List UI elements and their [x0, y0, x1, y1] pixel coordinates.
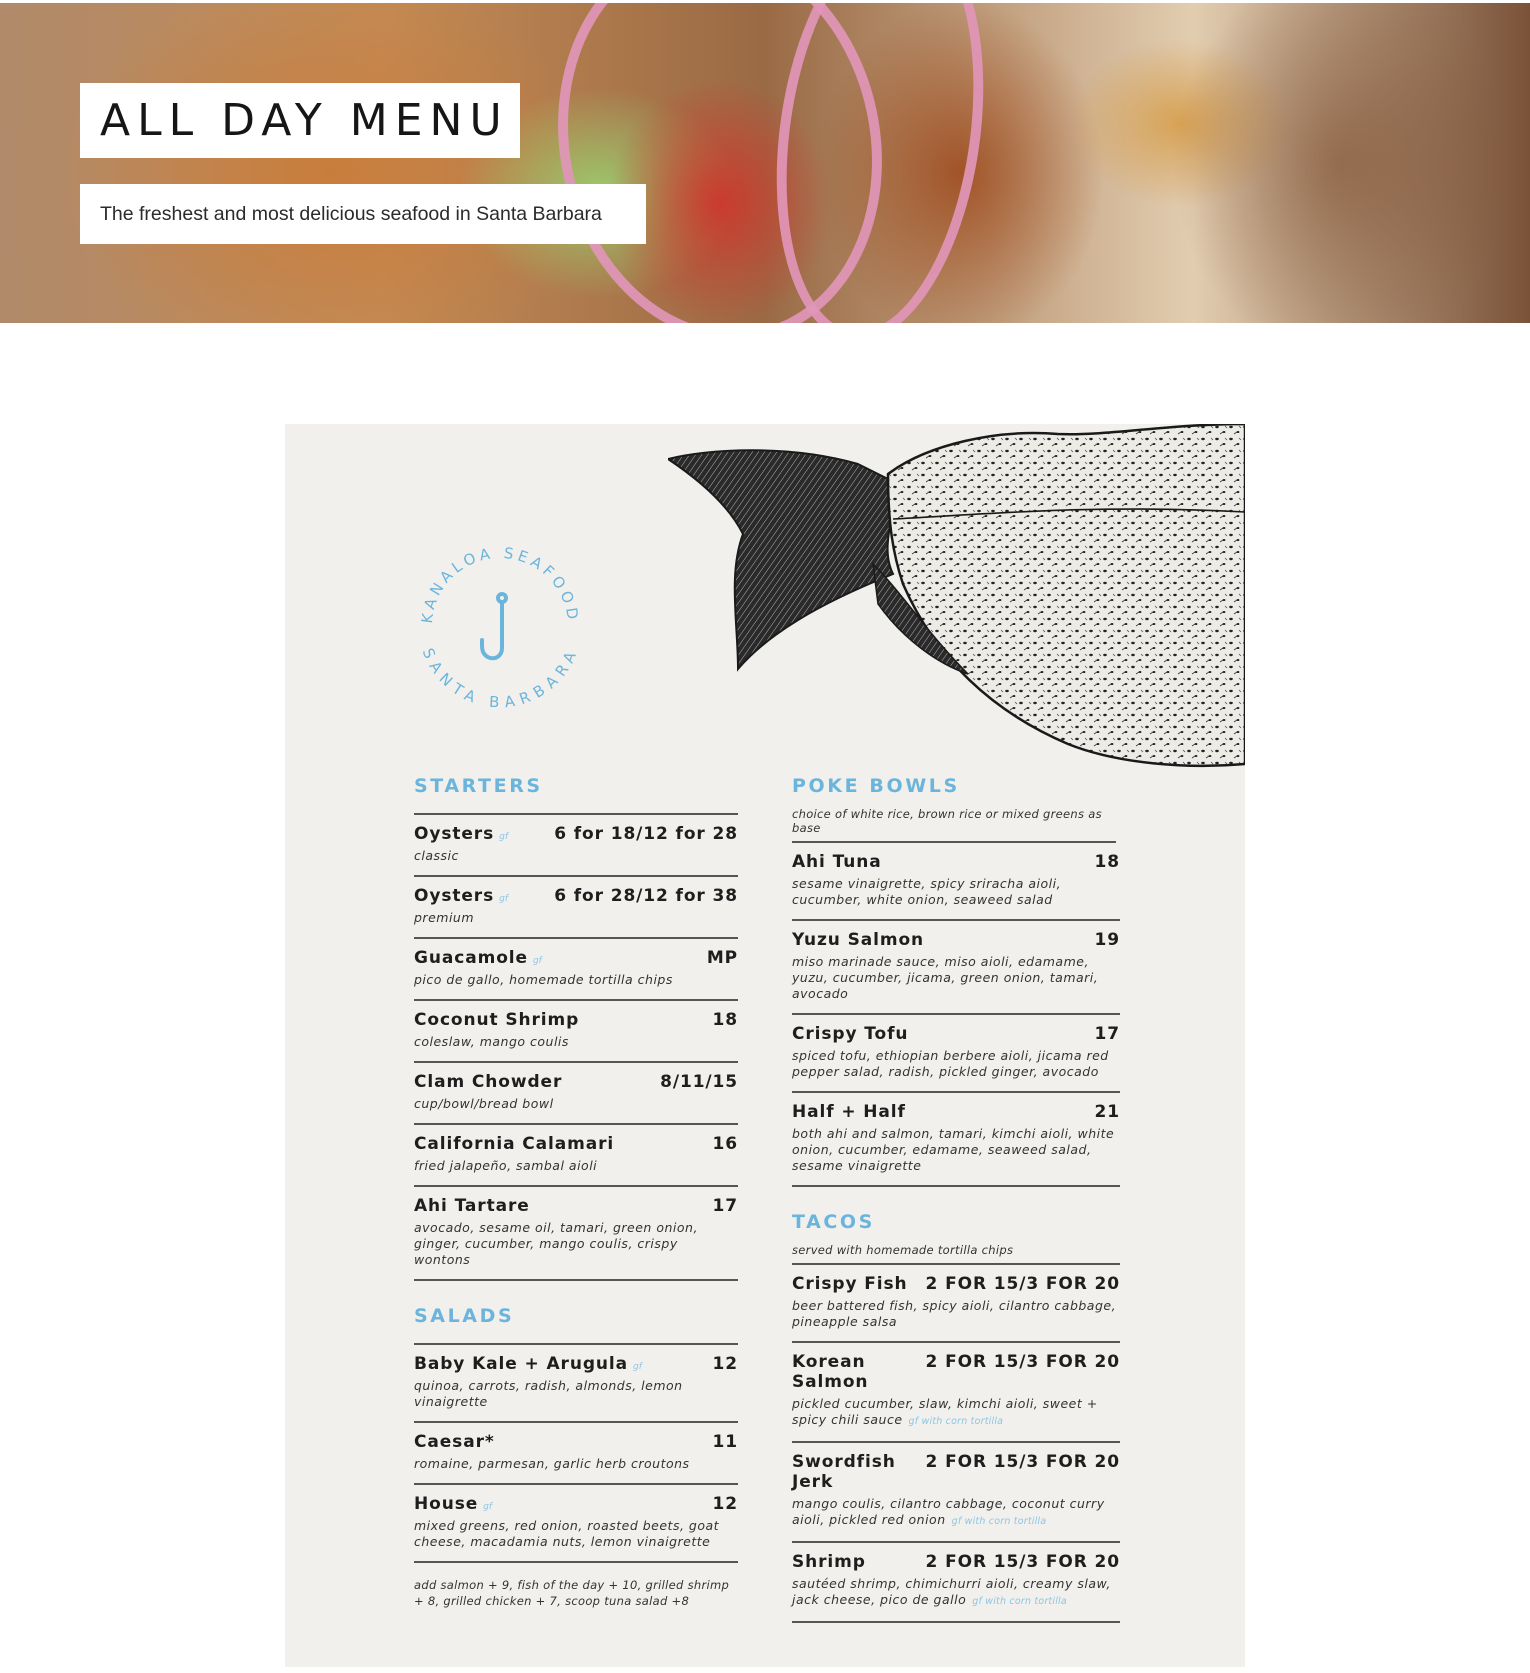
menu-item-description: [792, 1048, 1120, 1080]
menu-item: [792, 1443, 1120, 1543]
hero-title-box: [80, 83, 520, 158]
gluten-free-note: gf with corn tortilla: [908, 1416, 1004, 1427]
menu-item-header: [414, 1494, 738, 1514]
menu-item-header: [414, 886, 738, 906]
menu-item-title: [792, 930, 924, 950]
menu-item-description-text: mango coulis, cilantro cabbage, coconut curry aioli, pickled red onion: [792, 1496, 1105, 1527]
menu-item-title: [414, 1134, 614, 1154]
menu-item-price: 16: [712, 1134, 738, 1154]
menu-item-name: Crispy Tofu: [792, 1024, 909, 1044]
menu-item-name: Crispy Fish: [792, 1274, 908, 1294]
menu-item-header: [414, 1134, 738, 1154]
menu-item-header: [414, 1010, 738, 1030]
menu-item: [414, 1485, 738, 1563]
gluten-free-note: gf with corn tortilla: [972, 1596, 1067, 1607]
menu-item-description: [792, 1126, 1120, 1174]
menu-item-description: [792, 1576, 1120, 1610]
menu-item-description-text: premium: [414, 910, 475, 925]
menu-item-header: [792, 1024, 1120, 1044]
menu-item-name: Oysters: [414, 886, 495, 906]
menu-item: [414, 939, 738, 1001]
menu-item-name: House: [414, 1494, 479, 1514]
menu-item-description: [414, 1378, 738, 1410]
menu-item-description-text: coleslaw, mango coulis: [414, 1034, 569, 1049]
menu-item-description-text: sesame vinaigrette, spicy sriracha aioli, cucumber, white onion, seaweed salad: [792, 876, 1062, 907]
menu-item-title: [414, 1432, 495, 1452]
menu-item-price: 6 for 18/12 for 28: [554, 824, 738, 844]
menu-item: [792, 1543, 1120, 1623]
menu-item-header: [792, 1102, 1120, 1122]
menu-item: [414, 1423, 738, 1485]
menu-item-header: [792, 930, 1120, 950]
menu-item-price: 2 FOR 15/3 FOR 20: [925, 1552, 1120, 1572]
menu-item-description-text: pico de gallo, homemade tortilla chips: [414, 972, 673, 987]
menu-item-description: [414, 910, 738, 926]
section-title-salads: SALADS: [414, 1305, 515, 1327]
menu-item-header: [792, 1552, 1120, 1572]
section-title-starters: STARTERS: [414, 775, 543, 797]
menu-item: [792, 1015, 1120, 1093]
menu-item-title: [414, 948, 542, 968]
menu-item-header: [792, 1352, 1120, 1392]
fish-illustration: [668, 424, 1245, 769]
right-column: [792, 775, 1120, 1623]
menu-item-header: [414, 1354, 738, 1374]
menu-item-name: Korean Salmon: [792, 1352, 869, 1392]
hero-title: ALL DAY MENU: [100, 95, 509, 146]
menu-item-description: [792, 1298, 1120, 1330]
menu-item-price: 19: [1094, 930, 1120, 950]
menu-item-name: Guacamole: [414, 948, 528, 968]
menu-item-price: 6 for 28/12 for 38: [554, 886, 738, 906]
menu-item-description: [414, 1518, 738, 1550]
gluten-free-note: gf with corn tortilla: [951, 1516, 1047, 1527]
logo-bottom-text: SANTA BARBARA: [418, 645, 582, 712]
menu-item: [414, 1187, 738, 1281]
menu-item-title: [414, 1072, 562, 1092]
salads-list: [414, 1345, 738, 1563]
menu-item: [414, 815, 738, 877]
hero-banner: [0, 3, 1530, 323]
gluten-free-tag: gf: [532, 956, 542, 966]
menu-item-description: [792, 876, 1120, 908]
menu-item-title: [414, 1196, 530, 1216]
gluten-free-tag: gf: [499, 894, 509, 904]
menu-item-price: MP: [706, 948, 738, 968]
menu-item-name: Shrimp: [792, 1552, 866, 1572]
menu-item-header: [792, 1452, 1120, 1492]
menu-item: [414, 1345, 738, 1423]
menu-item-title: [792, 1352, 926, 1392]
fish-hook-icon: [482, 594, 506, 658]
menu-item-price: 11: [712, 1432, 738, 1452]
menu-item-description-text: both ahi and salmon, tamari, kimchi aioli, white onion, cucumber, edamame, seaweed salad, sesame vinaigrette: [792, 1126, 1115, 1173]
menu-item-description-text: quinoa, carrots, radish, almonds, lemon vinaigrette: [414, 1378, 683, 1409]
menu-item: [414, 877, 738, 939]
poke-bowls-note: choice of white rice, brown rice or mixed greens as base: [792, 807, 1102, 835]
menu-item-title: [414, 886, 508, 906]
menu-item-description-text: romaine, parmesan, garlic herb croutons: [414, 1456, 690, 1471]
menu-item-title: [414, 1354, 642, 1374]
menu-item-name: Coconut Shrimp: [414, 1010, 580, 1030]
menu-item-name: Swordfish Jerk: [792, 1452, 896, 1492]
menu-item-title: [414, 1494, 492, 1514]
menu-item-name: Caesar*: [414, 1432, 495, 1452]
menu-item-description: [414, 1034, 738, 1050]
menu-item: [792, 843, 1120, 921]
menu-item-name: California Calamari: [414, 1134, 615, 1154]
menu-item-name: Yuzu Salmon: [792, 930, 925, 950]
menu-item: [792, 1265, 1120, 1343]
gluten-free-tag: gf: [499, 832, 509, 842]
menu-item-name: Ahi Tartare: [414, 1196, 530, 1216]
menu-item: [414, 1001, 738, 1063]
menu-item-header: [792, 852, 1120, 872]
menu-item-price: 18: [712, 1010, 738, 1030]
menu-item-title: [792, 852, 882, 872]
menu-item-description: [414, 1096, 738, 1112]
menu-item-header: [792, 1274, 1120, 1294]
menu-item-title: [792, 1552, 866, 1572]
menu-item-description-text: beer battered fish, spicy aioli, cilantro cabbage, pineapple salsa: [792, 1298, 1117, 1329]
menu-item-description: [414, 1456, 738, 1472]
menu-item-description: [792, 954, 1120, 1002]
menu-item-header: [414, 1432, 738, 1452]
menu-item-description-text: sautéed shrimp, chimichurri aioli, creamy slaw, jack cheese, pico de gallo: [792, 1576, 1111, 1607]
menu-item-price: 2 FOR 15/3 FOR 20: [925, 1452, 1120, 1472]
salad-addons-note: add salmon + 9, fish of the day + 10, grilled shrimp + 8, grilled chicken + 7, scoop tuna salad +8: [414, 1578, 730, 1608]
menu-item-title: [792, 1102, 906, 1122]
kanaloa-logo: [410, 536, 590, 716]
menu-item-description-text: classic: [414, 848, 459, 863]
gluten-free-tag: gf: [633, 1362, 642, 1372]
poke-bowls-list: [792, 843, 1120, 1187]
tacos-note: served with homemade tortilla chips: [792, 1243, 1014, 1257]
hero-subtitle: The freshest and most delicious seafood in Santa Barbara: [100, 202, 602, 225]
menu-item-name: Clam Chowder: [414, 1072, 563, 1092]
menu-item-description-text: pickled cucumber, slaw, kimchi aioli, sweet + spicy chili sauce: [792, 1396, 1098, 1427]
menu-item-price: 12: [712, 1354, 738, 1374]
menu-item-header: [414, 1196, 738, 1216]
menu-item-description: [792, 1496, 1120, 1530]
starters-list: [414, 815, 738, 1281]
menu-item-price: 17: [712, 1196, 738, 1216]
menu-item-price: 18: [1094, 852, 1120, 872]
menu-item-description-text: mixed greens, red onion, roasted beets, goat cheese, macadamia nuts, lemon vinaigrette: [414, 1518, 720, 1549]
menu-item-description: [792, 1396, 1120, 1430]
gluten-free-tag: gf: [483, 1502, 493, 1512]
menu-item: [792, 1343, 1120, 1443]
logo-top-text: KANALOA SEAFOOD: [417, 543, 583, 625]
menu-item-name: Baby Kale + Arugula: [414, 1354, 628, 1374]
menu-item-header: [414, 948, 738, 968]
section-title-poke-bowls: POKE BOWLS: [792, 775, 960, 797]
menu-item-title: [792, 1274, 908, 1294]
menu-item-price: 17: [1094, 1024, 1120, 1044]
menu-item-price: 2 FOR 15/3 FOR 20: [925, 1274, 1120, 1294]
left-column: [414, 775, 738, 1609]
menu-item: [414, 1125, 738, 1187]
menu-item-description-text: cup/bowl/bread bowl: [414, 1096, 554, 1111]
menu-panel: [285, 424, 1245, 1667]
menu-item-title: [792, 1024, 908, 1044]
menu-item: [792, 921, 1120, 1015]
hero-subtitle-box: [80, 184, 646, 244]
menu-item-title: [792, 1452, 926, 1492]
menu-item-price: 12: [712, 1494, 738, 1514]
menu-item-description: [414, 1158, 738, 1174]
menu-item-price: 8/11/15: [660, 1072, 738, 1092]
menu-item-header: [414, 824, 738, 844]
menu-item-description: [414, 972, 738, 988]
menu-item-description-text: spiced tofu, ethiopian berbere aioli, jicama red pepper salad, radish, pickled ginger, avocado: [792, 1048, 1109, 1079]
menu-item-name: Oysters: [414, 824, 495, 844]
section-title-tacos: TACOS: [792, 1211, 875, 1233]
menu-item-description-text: fried jalapeño, sambal aioli: [414, 1158, 598, 1173]
menu-item-description: [414, 848, 738, 864]
menu-item-description-text: avocado, sesame oil, tamari, green onion, ginger, cucumber, mango coulis, crispy wontons: [414, 1220, 698, 1267]
menu-item-description: [414, 1220, 738, 1268]
menu-item-header: [414, 1072, 738, 1092]
menu-item-price: 21: [1094, 1102, 1120, 1122]
menu-item-price: 2 FOR 15/3 FOR 20: [925, 1352, 1120, 1372]
tacos-list: [792, 1265, 1120, 1623]
menu-item-name: Ahi Tuna: [792, 852, 882, 872]
menu-item-name: Half + Half: [792, 1102, 906, 1122]
menu-item-title: [414, 824, 508, 844]
menu-item: [414, 1063, 738, 1125]
menu-item: [792, 1093, 1120, 1187]
menu-item-title: [414, 1010, 579, 1030]
menu-item-description-text: miso marinade sauce, miso aioli, edamame, yuzu, cucumber, jicama, green onion, tamari, avocado: [792, 954, 1099, 1001]
